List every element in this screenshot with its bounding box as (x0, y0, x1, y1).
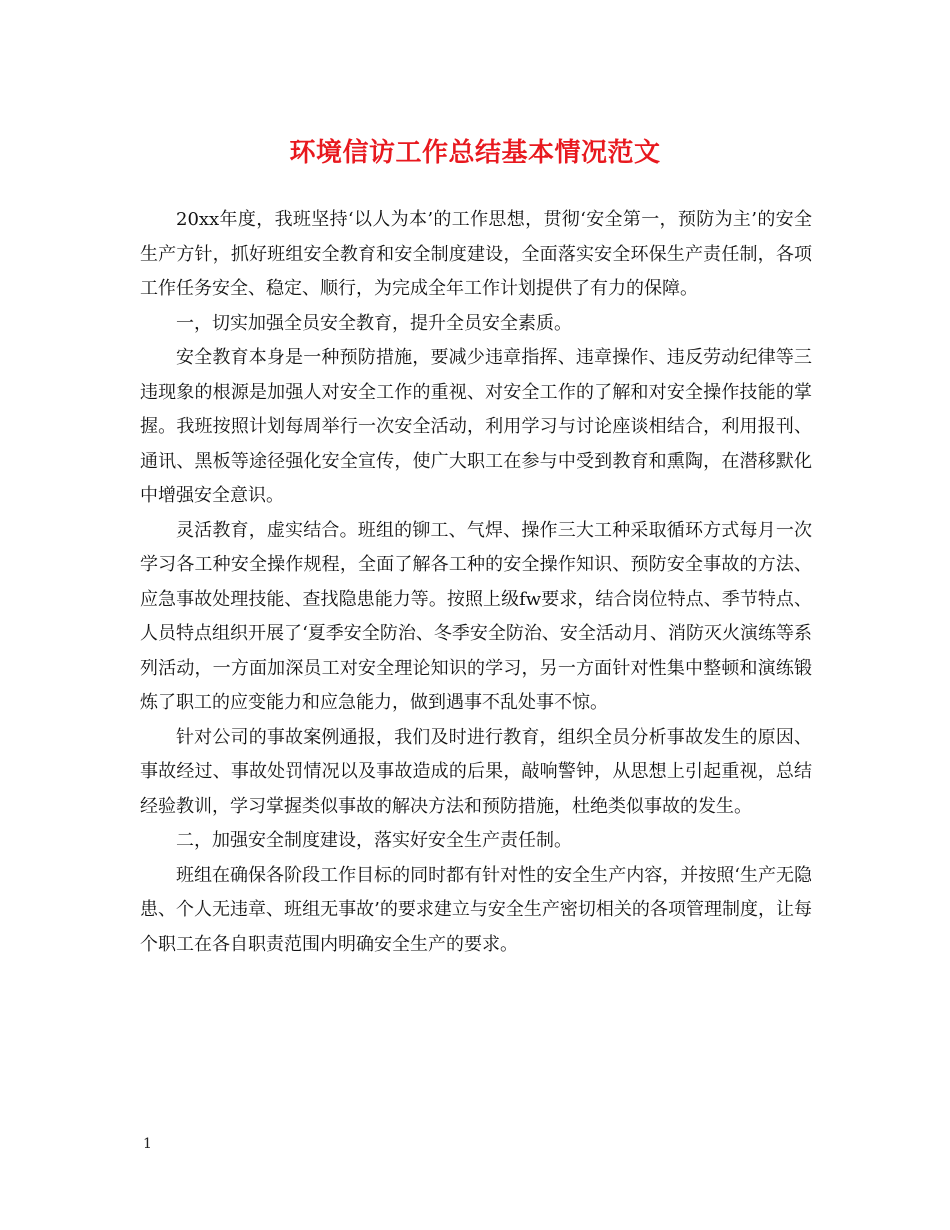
section-heading-1: 一，切实加强全员安全教育，提升全员安全素质。 (176, 312, 572, 334)
document-title: 环境信访工作总结基本情况范文 (289, 138, 661, 168)
paragraph-safety-education: 安全教育本身是一种预防措施，要减少违章指挥、违章操作、违反劳动纪律等三违现象的根源是加强人对安全工作的重视、对安全工作的了解和对安全操作技能的掌握。我班按照计划每周举行一次安全活动，利用学习与讨论座谈相结合，利用报刊、通讯、黑板等途径强化安全宣传，使广大职工在参与中受到教育和熏陶，在潜移默化中增强安全意识。 (140, 347, 812, 506)
paragraph-intro: 20xx年度，我班坚持‘以人为本’的工作思想，贯彻‘安全第一，预防为主’的安全生产方针，抓好班组安全教育和安全制度建设，全面落实安全环保生产责任制，各项工作任务安全、稳定、顺行，为完成全年工作计划提供了有力的保障。 (140, 209, 812, 299)
paragraph-safety-system: 班组在确保各阶段工作目标的同时都有针对性的安全生产内容，并按照‘生产无隐患、个人无违章、班组无事故’的要求建立与安全生产密切相关的各项管理制度，让每个职工在各自职责范围内明确安全生产的要求。 (140, 864, 812, 955)
paragraph-flexible-education: 灵活教育，虚实结合。班组的铆工、气焊、操作三大工种采取循环方式每月一次学习各工种安全操作规程，全面了解各工种的安全操作知识、预防安全事故的方法、应急事故处理技能、查找隐患能力等。按照上级fw要求，结合岗位特点、季节特点、人员特点组织开展了‘夏季安全防治、冬季安全防治、安全活动月、消防灭火演练等系列活动，一方面加深员工对安全理论知识的学习，另一方面针对性集中整顿和演练锻炼了职工的应变能力和应急能力，做到遇事不乱处事不惊。 (140, 519, 812, 713)
paragraph-accident-cases: 针对公司的事故案例通报，我们及时进行教育，组织全员分析事故发生的原因、事故经过、事故处罚情况以及事故造成的后果，敲响警钟，从思想上引起重视，总结经验教训，学习掌握类似事故的解决方法和预防措施，杜绝类似事故的发生。 (140, 726, 812, 817)
document-body (140, 203, 812, 962)
section-heading-2: 二，加强安全制度建设，落实好安全生产责任制。 (176, 830, 572, 851)
page-number: 1 (143, 1136, 152, 1152)
